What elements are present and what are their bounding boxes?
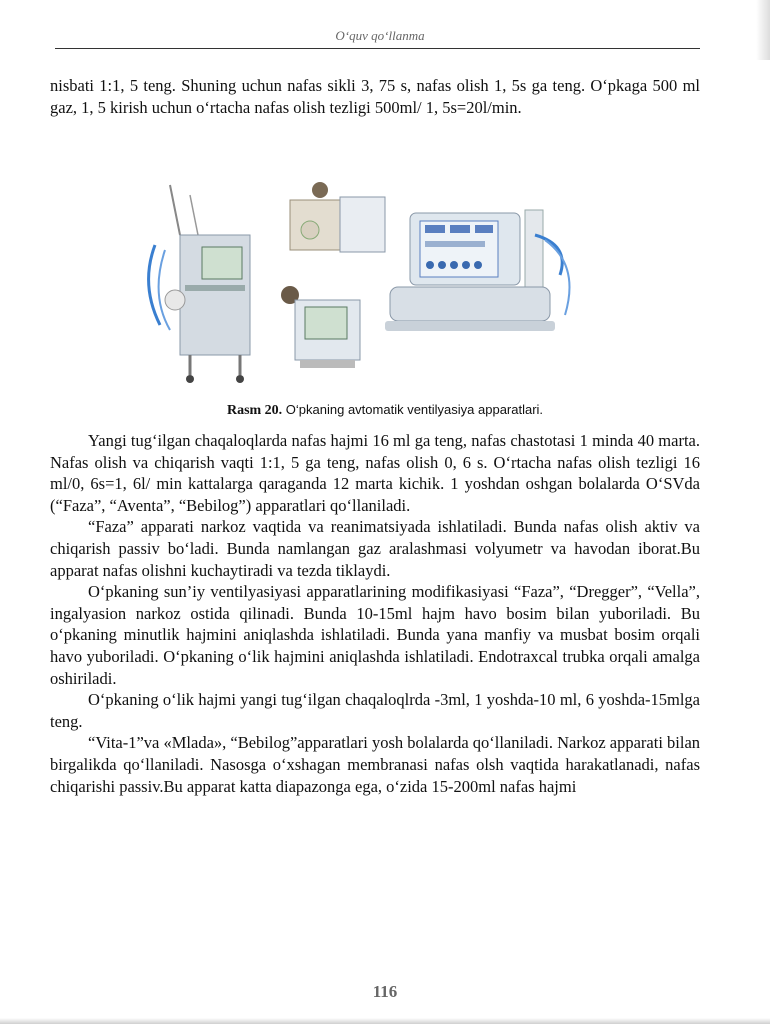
anesthesia-unit	[290, 182, 385, 252]
paragraph: O‘pkaning sun’iy ventilyasiyasi apparatlarining modifikasiyasi “Faza”, “Dregger”, “Vella”, ingalyasion narkoz ostida qilinadi. Bunda 10-15ml hajm havo bosim bilan yuboriladi. Bu o‘pkaning minutlik hajmini aniqlashda ishlatiladi. Bunda yana manfiy va musbat bosim orqali havo yuboriladi. O‘pkaning o‘lik hajmini aniqlashda ishlatiladi. Endotraxcal trubka orqali amalga oshiriladi.	[50, 582, 700, 688]
page-bottom-edge	[0, 1018, 770, 1024]
paragraph: Yangi tug‘ilgan chaqaloqlarda nafas hajmi 16 ml ga teng, nafas chastotasi 1 minda 40 marta. Nafas olish va chiqarish vaqti 1:1, 5 ga teng, nafas olish 0, 6 s. O‘rtacha nafas olish tezligi 16 ml/0, 6s=1, 6l/ min kattalarga qaraganda 12 marta kichik. 1 yoshdan oshgan bolalarda O‘SVda (“Faza”, “Aventa”, “Bebilog”) apparatlari qo‘llaniladi.	[50, 431, 700, 515]
ventilator-devices-figure	[140, 175, 590, 395]
paragraph-continued: nisbati 1:1, 5 teng. Shuning uchun nafas sikli 3, 75 s, nafas olish 1, 5s ga teng. O‘pkaga 500 ml gaz, 1, 5 kirish uchun o‘rtacha nafas olish tezligi 500ml/ 1, 5s=20l/min.	[50, 76, 700, 117]
page-number: 116	[372, 982, 398, 1001]
caption-label: Rasm 20.	[226, 403, 283, 418]
paragraph: “Vita-1”va «Mlada», “Bebilog”apparatlari yosh bolalarda qo‘llaniladi. Narkoz apparati bilan birgalikda qo‘llaniladi. Nasosga o‘xshagan membranasi nafas olsh vaqtida harakatlanadi, nafas chiqarishi passiv.Bu apparat katta diapazonga ega, o‘zida 15-200ml nafas hajmi	[50, 733, 701, 796]
portable-ventilator	[281, 286, 360, 368]
icu-ventilator	[385, 210, 570, 331]
trolley-ventilator	[149, 185, 250, 383]
paragraph: “Faza” apparati narkoz vaqtida va reanimatsiyada ishlatiladi. Bunda nafas olish aktiv va chiqarish passiv bo‘ladi. Bunda namlangan gaz aralashmasi volyumetr va havodan iborat.Bu apparat nafas olishni kuchaytiradi va tezda tiklaydi.	[50, 517, 700, 580]
paragraph: O‘pkaning o‘lik hajmi yangi tug‘ilgan chaqaloqlrda -3ml, 1 yoshda-10 ml, 6 yoshda-15mlga teng.	[50, 690, 700, 731]
body-text	[50, 430, 700, 797]
figure-caption	[0, 402, 770, 419]
caption-text: O‘pkaning avtomatik ventilyasiya apparatlari.	[282, 402, 544, 417]
ventilator-illustration	[140, 175, 590, 395]
running-header: O‘quv qo‘llanma	[335, 28, 425, 43]
header-rule	[55, 48, 700, 49]
page-corner-shadow	[756, 0, 770, 60]
